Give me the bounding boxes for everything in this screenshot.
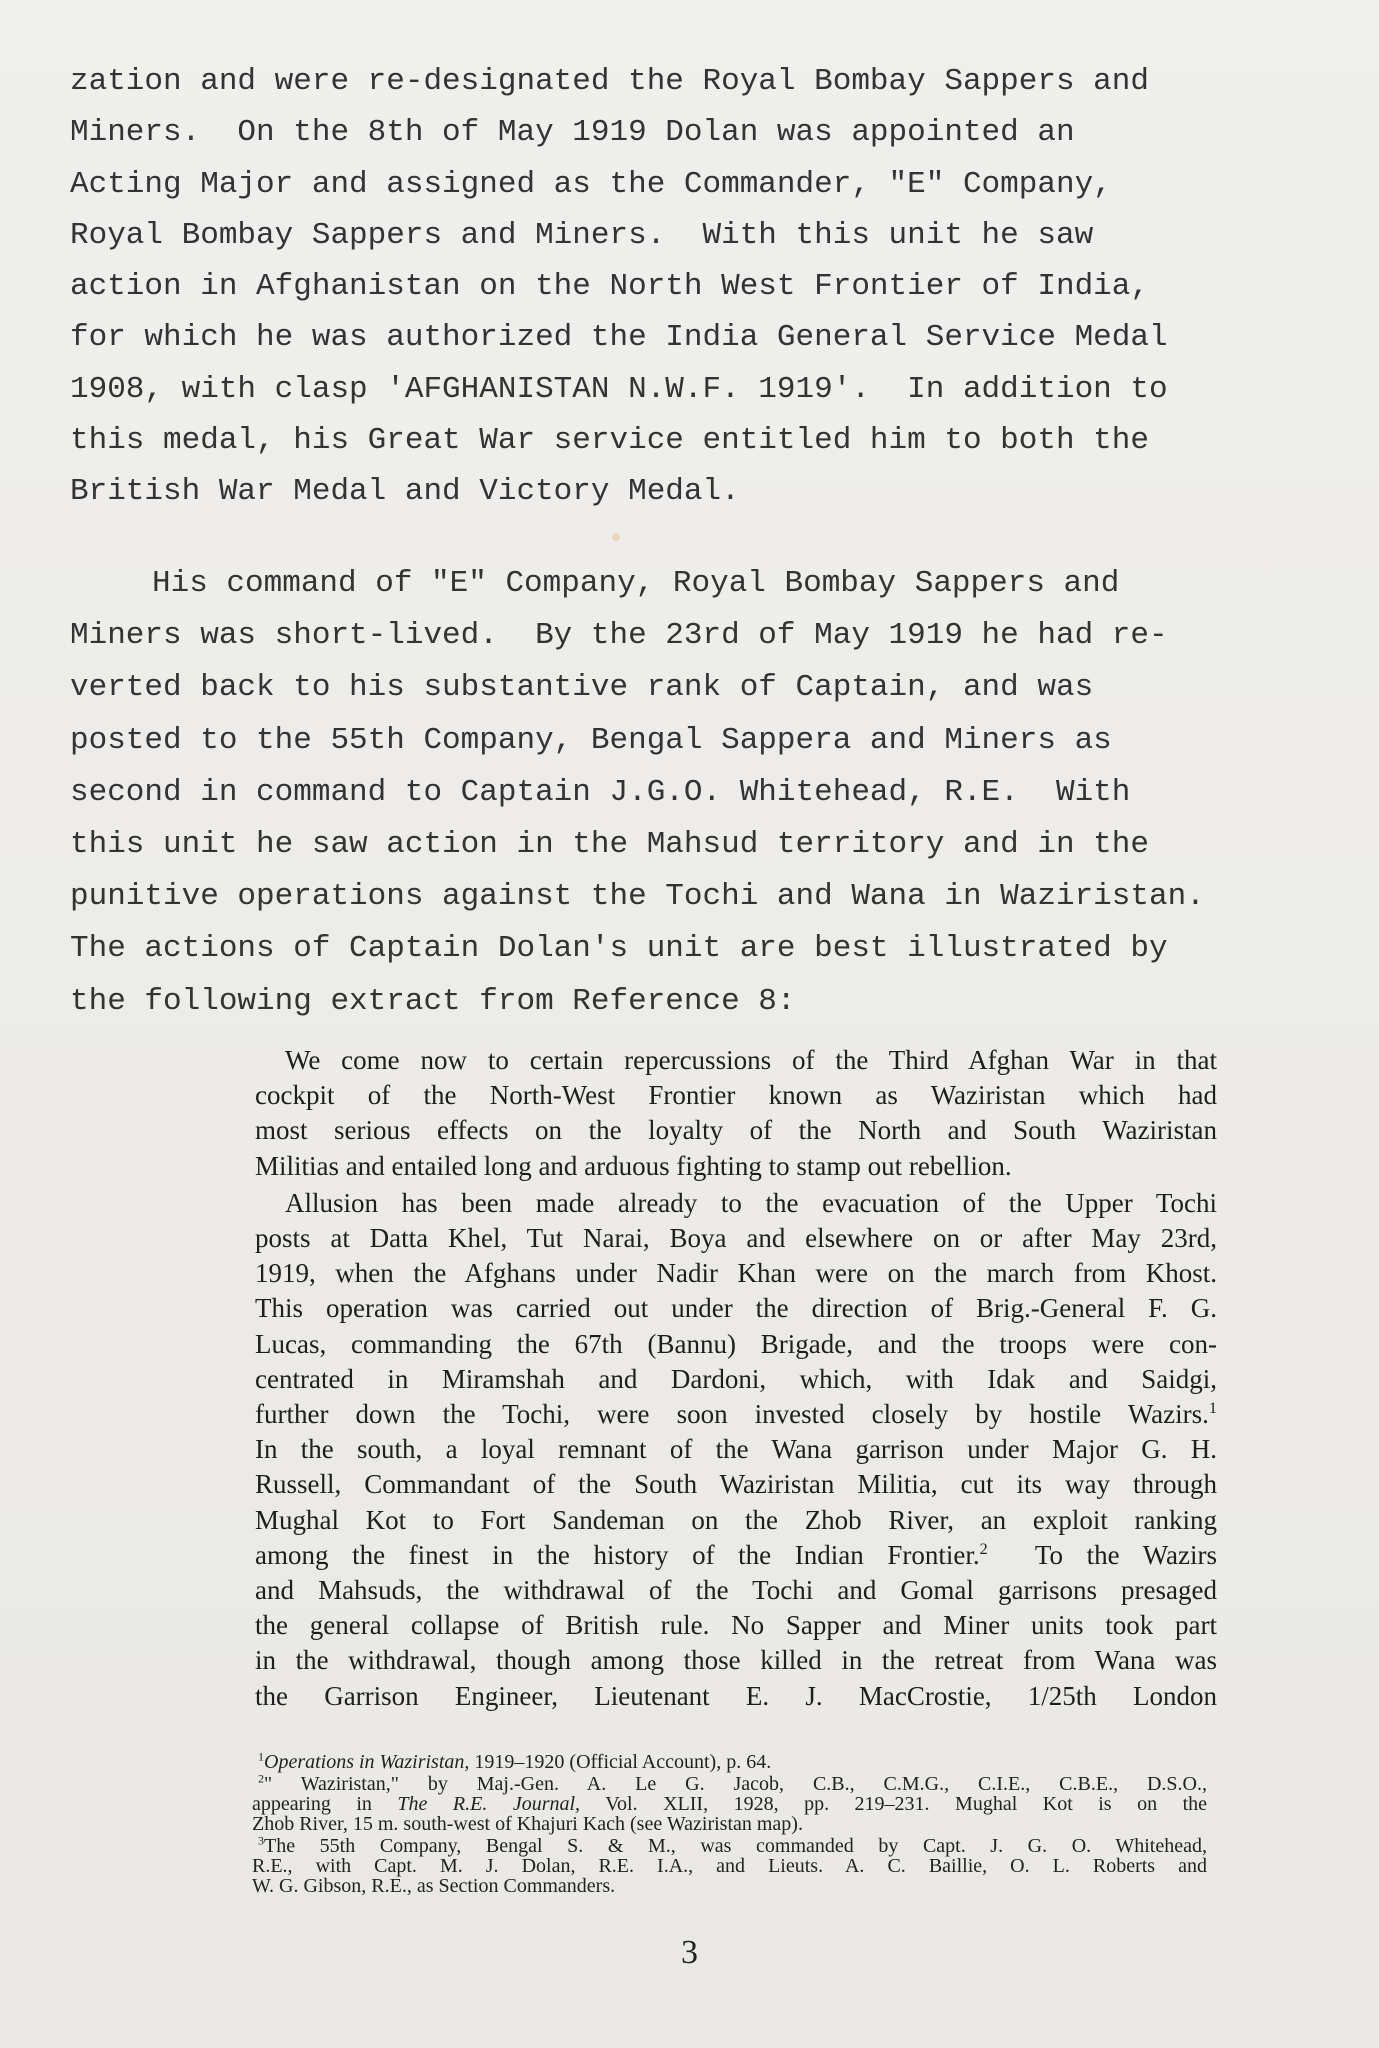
paper-speck	[612, 533, 620, 541]
typed-line: this medal, his Great War service entitled him to both the	[70, 423, 1149, 459]
typed-paragraph-2	[70, 558, 1350, 1028]
quote-line-text: further down the Tochi, were soon invested closely by hostile Wazirs.	[255, 1399, 1209, 1430]
footnote-line: Zhob River, 15 m. south-west of Khajuri Kach (see Waziristan map).	[252, 1813, 803, 1835]
typed-line: The actions of Captain Dolan's unit are best illustrated by	[70, 931, 1168, 967]
footnote-text: 1919–1920 (Official Account), p. 64.	[474, 1751, 772, 1773]
footnote-2	[252, 1771, 1208, 1835]
quote-line: Militias and entailed long and arduous fighting to stamp out rebellion.	[255, 1150, 1012, 1181]
typed-line: zation and were re-designated the Royal Bombay Sappers and	[70, 64, 1149, 99]
footnote-line: R.E., with Capt. M. J. Dolan, R.E. I.A., and Lieuts. A. C. Baillie, O. L. Roberts and	[252, 1855, 1207, 1877]
quote-line: the Garrison Engineer, Lieutenant E. J. MacCrostie, 1/25th London	[255, 1680, 1217, 1711]
footnote-text: Vol. XLII, 1928, pp. 219–231. Mughal Kot is on the	[605, 1793, 1208, 1815]
footnote-text: The 55th Company, Bengal S. & M., was commanded by Capt. J. G. O. Whitehead,	[264, 1835, 1207, 1857]
footnote-title: Operations in Waziristan,	[264, 1751, 470, 1773]
typed-line: punitive operations against the Tochi and Wana in Waziristan.	[70, 879, 1205, 915]
footnote-text: " Waziristan," by Maj.-Gen. A. Le G. Jacob, C.B., C.M.G., C.I.E., C.B.E., D.S.O.,	[264, 1773, 1207, 1795]
quote-paragraph-1	[255, 1043, 1217, 1184]
quote-line-with-footnote	[255, 1538, 1217, 1573]
quote-line: In the south, a loyal remnant of the Wana garrison under Major G. H.	[255, 1434, 1217, 1465]
footnote-line	[252, 1749, 1207, 1773]
quote-line: Mughal Kot to Fort Sandeman on the Zhob River, an exploit ranking	[255, 1504, 1217, 1535]
typed-paragraph-1	[70, 56, 1350, 518]
quote-line: and Mahsuds, the withdrawal of the Tochi and Gomal garrisons presaged	[255, 1575, 1217, 1606]
footnote-number: 2	[258, 1771, 264, 1786]
footnote-journal: The R.E. Journal,	[397, 1793, 581, 1815]
footnote-line: W. G. Gibson, R.E., as Section Commanders.	[252, 1875, 616, 1897]
quote-line: Allusion has been made already to the evacuation of the Upper Tochi	[285, 1187, 1217, 1218]
quote-paragraph-2	[255, 1186, 1217, 1714]
footnote-text: appearing in	[252, 1793, 372, 1815]
quote-line: 1919, when the Afghans under Nadir Khan were on the march from Khost.	[255, 1258, 1217, 1289]
typed-line: 1908, with clasp 'AFGHANISTAN N.W.F. 1919'. In addition to	[70, 371, 1168, 407]
footnote-marker: 1	[1208, 1399, 1217, 1418]
footnote-line	[252, 1833, 1207, 1857]
footnote-1	[252, 1749, 1207, 1773]
quote-line: cockpit of the North-West Frontier known as Waziristan which had	[255, 1080, 1217, 1111]
quote-line: the general collapse of British rule. No Sapper and Miner units took part	[255, 1610, 1217, 1641]
typed-line: for which he was authorized the India General Service Medal	[70, 320, 1168, 356]
footnote-number: 3	[258, 1833, 264, 1848]
typed-line: posted to the 55th Company, Bengal Sappera and Miners as	[70, 722, 1112, 758]
typed-line: Royal Bombay Sappers and Miners. With this unit he saw	[70, 217, 1094, 253]
quote-line: posts at Datta Khel, Tut Narai, Boya and elsewhere on or after May 23rd,	[255, 1223, 1217, 1254]
quote-line: centrated in Miramshah and Dardoni, which, with Idak and Saidgi,	[255, 1363, 1217, 1394]
typed-line: Miners. On the 8th of May 1919 Dolan was appointed an	[70, 115, 1075, 151]
footnote-number: 1	[258, 1749, 264, 1764]
typed-line: British War Medal and Victory Medal.	[70, 474, 740, 510]
typed-line: second in command to Captain J.G.O. Whitehead, R.E. With	[70, 774, 1131, 810]
quote-line: We come now to certain repercussions of the Third Afghan War in that	[285, 1045, 1217, 1075]
quote-line: in the withdrawal, though among those killed in the retreat from Wana was	[255, 1645, 1217, 1676]
block-quote	[255, 1043, 1217, 1714]
typed-line: action in Afghanistan on the North West Frontier of India,	[70, 269, 1149, 305]
footnotes	[252, 1749, 1208, 1898]
typed-line: this unit he saw action in the Mahsud territory and in the	[70, 827, 1149, 863]
footnote-3	[252, 1833, 1207, 1897]
quote-line: This operation was carried out under the direction of Brig.-General F. G.	[255, 1293, 1217, 1324]
quote-line: most serious effects on the loyalty of the North and South Waziristan	[255, 1115, 1217, 1146]
typed-line: the following extract from Reference 8:	[70, 983, 796, 1019]
typed-line: Acting Major and assigned as the Commander, "E" Company,	[70, 166, 1112, 202]
typed-line: verted back to his substantive rank of Captain, and was	[70, 670, 1094, 706]
quote-line: Russell, Commandant of the South Waziristan Militia, cut its way through	[255, 1469, 1217, 1500]
footnote-marker: 2	[979, 1539, 988, 1558]
quote-line: Lucas, commanding the 67th (Bannu) Brigade, and the troops were con-	[255, 1328, 1217, 1359]
footnote-line	[252, 1794, 1207, 1814]
quote-line-text: To the Wazirs	[1034, 1539, 1217, 1570]
typed-line: Miners was short-lived. By the 23rd of May 1919 he had re-	[70, 618, 1168, 654]
page-number: 3	[681, 1934, 698, 1971]
typed-line: His command of "E" Company, Royal Bombay Sappers and	[152, 566, 1120, 601]
footnote-line	[252, 1771, 1207, 1795]
quote-line-text: among the finest in the history of the Indian Frontier.	[255, 1539, 980, 1570]
quote-line-with-footnote	[255, 1397, 1217, 1432]
